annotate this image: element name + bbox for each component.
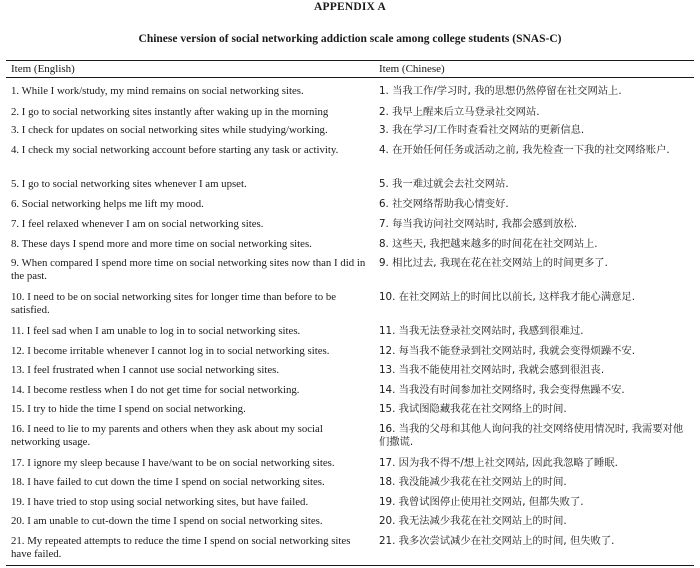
item-english: 11. I feel sad when I am unable to log in to social networking sites.	[11, 325, 301, 337]
item-english: 12. I become irritable whenever I cannot log in to social networking sites.	[11, 345, 330, 357]
item-chinese: 15. 我试图隐藏我花在社交网络上的时间.	[379, 403, 567, 415]
item-english: 10. I need to be on social networking sites for longer time than before to be satisfied.	[11, 291, 337, 316]
item-chinese: 13. 当我不能使用社交网站时, 我就会感到很沮丧.	[379, 364, 605, 376]
item-english: 1. While I work/study, my mind remains on social networking sites.	[11, 85, 304, 97]
column-header-chinese: Item (Chinese)	[379, 63, 445, 75]
item-chinese: 19. 我曾试图停止使用社交网站, 但都失败了.	[379, 496, 584, 508]
item-chinese: 3. 我在学习/工作时查看社交网站的更新信息.	[379, 124, 585, 136]
item-chinese: 10. 在社交网站上的时间比以前长, 这样我才能心满意足.	[379, 291, 635, 303]
item-chinese: 14. 当我没有时间参加社交网络时, 我会变得焦躁不安.	[379, 384, 625, 396]
item-english: 8. These days I spend more and more time on social networking sites.	[11, 238, 312, 250]
item-english: 4. I check my social networking account before starting any task or activity.	[11, 144, 339, 156]
item-english: 19. I have tried to stop using social networking sites, but have failed.	[11, 496, 309, 508]
item-english: 7. I feel relaxed whenever I am on social networking sites.	[11, 218, 264, 230]
appendix-title: APPENDIX A	[314, 1, 386, 13]
item-chinese: 4. 在开始任何任务或活动之前, 我先检查一下我的社交网络账户.	[379, 144, 670, 156]
item-chinese: 5. 我一难过就会去社交网站.	[379, 178, 509, 190]
item-chinese: 8. 这些天, 我把越来越多的时间花在社交网站上.	[379, 238, 598, 250]
item-chinese: 21. 我多次尝试减少在社交网站上的时间, 但失败了.	[379, 535, 615, 547]
item-chinese: 20. 我无法减少我花在社交网站上的时间.	[379, 515, 567, 527]
item-english: 13. I feel frustrated when I cannot use social networking sites.	[11, 364, 280, 376]
item-english: 15. I try to hide the time I spend on social networking.	[11, 403, 246, 415]
item-chinese: 9. 相比过去, 我现在花在社交网站上的时间更多了.	[379, 257, 608, 269]
item-english: 14. I become restless when I do not get time for social networking.	[11, 384, 300, 396]
table-caption: Chinese version of social networking addiction scale among college students (SNAS-C)	[138, 33, 562, 45]
item-english: 9. When compared I spend more time on social networking sites now than I did in the past.	[11, 257, 366, 282]
item-english: 18. I have failed to cut down the time I spend on social networking sites.	[11, 476, 325, 488]
item-english: 16. I need to lie to my parents and others when they ask about my social networking usage.	[11, 423, 323, 448]
item-english: 2. I go to social networking sites instantly after waking up in the morning	[11, 106, 329, 118]
item-english: 5. I go to social networking sites whenever I am upset.	[11, 178, 247, 190]
item-english: 21. My repeated attempts to reduce the time I spend on social networking sites have failed.	[11, 535, 351, 560]
item-english: 20. I am unable to cut-down the time I spend on social networking sites.	[11, 515, 323, 527]
item-chinese: 16. 当我的父母和其他人询问我的社交网络使用情况时, 我需要对他们撒谎.	[379, 423, 684, 448]
item-chinese: 12. 每当我不能登录到社交网站时, 我就会变得烦躁不安.	[379, 345, 635, 357]
item-chinese: 18. 我没能减少我花在社交网站上的时间.	[379, 476, 567, 488]
item-english: 3. I check for updates on social networking sites while studying/working.	[11, 124, 328, 136]
item-chinese: 7. 每当我访问社交网站时, 我都会感到放松.	[379, 218, 577, 230]
item-chinese: 11. 当我无法登录社交网站时, 我感到很难过.	[379, 325, 584, 337]
item-chinese: 17. 因为我不得不/想上社交网站, 因此我忽略了睡眠.	[379, 457, 618, 469]
item-chinese: 2. 我早上醒来后立马登录社交网站.	[379, 106, 540, 118]
item-chinese: 6. 社交网络帮助我心情变好.	[379, 198, 509, 210]
item-english: 17. I ignore my sleep because I have/want to be on social networking sites.	[11, 457, 335, 469]
table-bottom-rule	[6, 565, 694, 566]
column-header-english: Item (English)	[11, 63, 75, 75]
item-chinese: 1. 当我工作/学习时, 我的思想仍然停留在社交网站上.	[379, 85, 622, 97]
item-english: 6. Social networking helps me lift my mood.	[11, 198, 204, 210]
